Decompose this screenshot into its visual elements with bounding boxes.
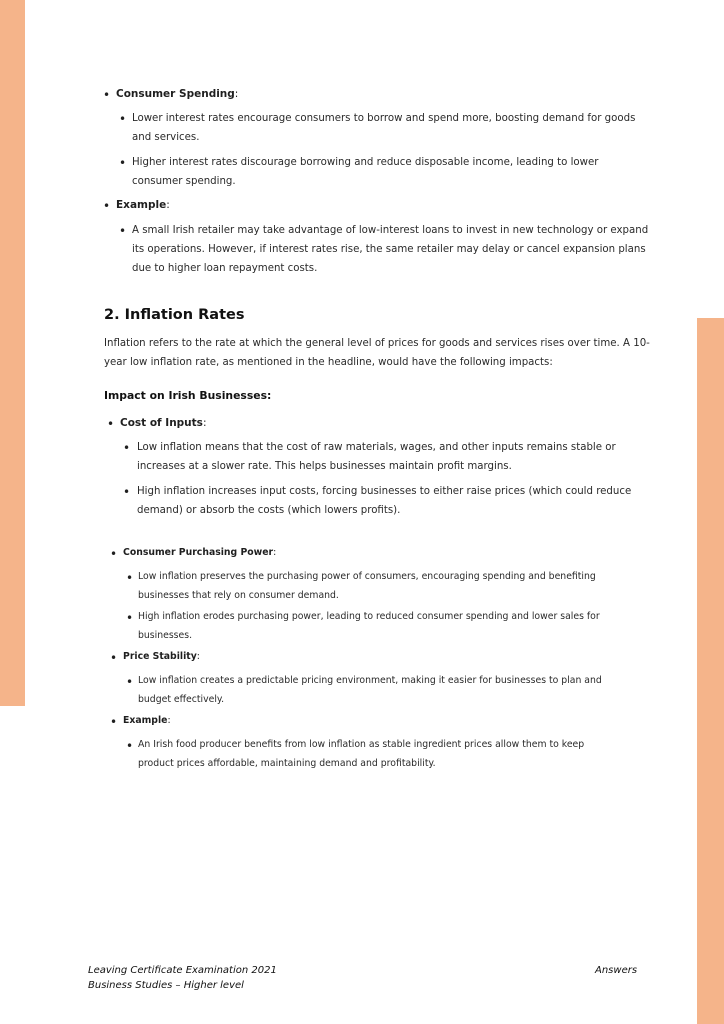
section-heading-inflation: 2. Inflation Rates bbox=[104, 307, 245, 323]
consumer-spending-point-1: Lower interest rates encourage consumers to borrow and spend more, boosting demand for goods and services. bbox=[132, 113, 636, 143]
example-text: A small Irish retailer may take advantage of low-interest loans to invest in new technology or expand its operations. However, if interest rates rise, the same retailer may delay or cancel expansion plans due to higher loan repayment costs. bbox=[132, 225, 649, 274]
price-stability-label: Price Stability: bbox=[123, 651, 200, 662]
bullet-icon: • bbox=[119, 112, 127, 126]
purchasing-power-point-1: Low inflation preserves the purchasing power of consumers, encouraging spending and benefiting businesses that rely on consumer demand. bbox=[138, 571, 596, 601]
bullet-icon: • bbox=[107, 417, 115, 431]
cost-of-inputs-point-1: Low inflation means that the cost of raw materials, wages, and other inputs remains stable or increases at a slower rate. This helps businesses maintain profit margins. bbox=[137, 442, 616, 472]
example-label-2: Example: bbox=[123, 715, 171, 726]
footer-left bbox=[88, 963, 277, 993]
bullet-icon: • bbox=[119, 224, 127, 238]
bullet-icon: • bbox=[126, 611, 134, 625]
bullet-icon: • bbox=[123, 441, 131, 455]
bullet-icon: • bbox=[103, 88, 111, 102]
purchasing-power-point-2: High inflation erodes purchasing power, leading to reduced consumer spending and lower sales for businesses. bbox=[138, 611, 600, 641]
bullet-icon: • bbox=[126, 675, 134, 689]
bullet-icon: • bbox=[126, 571, 134, 585]
inflation-intro: Inflation refers to the rate at which the general level of prices for goods and services rises over time. A 10- year low inflation rate, as mentioned in the headline, would have the following impacts: bbox=[104, 338, 650, 368]
footer-subject: Business Studies – Higher level bbox=[88, 980, 244, 991]
bullet-icon: • bbox=[110, 651, 118, 665]
consumer-spending-label: Consumer Spending: bbox=[116, 88, 239, 100]
impact-heading: Impact on Irish Businesses: bbox=[104, 389, 272, 402]
bullet-icon: • bbox=[110, 715, 118, 729]
example-label: Example: bbox=[116, 199, 170, 211]
bullet-icon: • bbox=[123, 485, 131, 499]
consumer-spending-point-2: Higher interest rates discourage borrowing and reduce disposable income, leading to lower consumer spending. bbox=[132, 157, 599, 187]
bullet-icon: • bbox=[126, 739, 134, 753]
cost-of-inputs-point-2: High inflation increases input costs, forcing businesses to either raise prices (which could reduce demand) or absorb the costs (which lowers profits). bbox=[137, 486, 632, 516]
bullet-icon: • bbox=[103, 199, 111, 213]
accent-band-left bbox=[0, 0, 25, 706]
footer-exam-title: Leaving Certificate Examination 2021 bbox=[88, 965, 277, 976]
bullet-icon: • bbox=[119, 156, 127, 170]
example-text-2: An Irish food producer benefits from low inflation as stable ingredient prices allow them to keep product prices affordable, maintaining demand and profitability. bbox=[138, 739, 585, 769]
price-stability-point-1: Low inflation creates a predictable pricing environment, making it easier for businesses to plan and budget effectively. bbox=[138, 675, 602, 705]
bullet-icon: • bbox=[110, 547, 118, 561]
cost-of-inputs-label: Cost of Inputs: bbox=[120, 417, 207, 429]
consumer-purchasing-power-label: Consumer Purchasing Power: bbox=[123, 547, 277, 558]
accent-band-right bbox=[697, 318, 724, 1024]
footer-right: Answers bbox=[595, 965, 638, 976]
